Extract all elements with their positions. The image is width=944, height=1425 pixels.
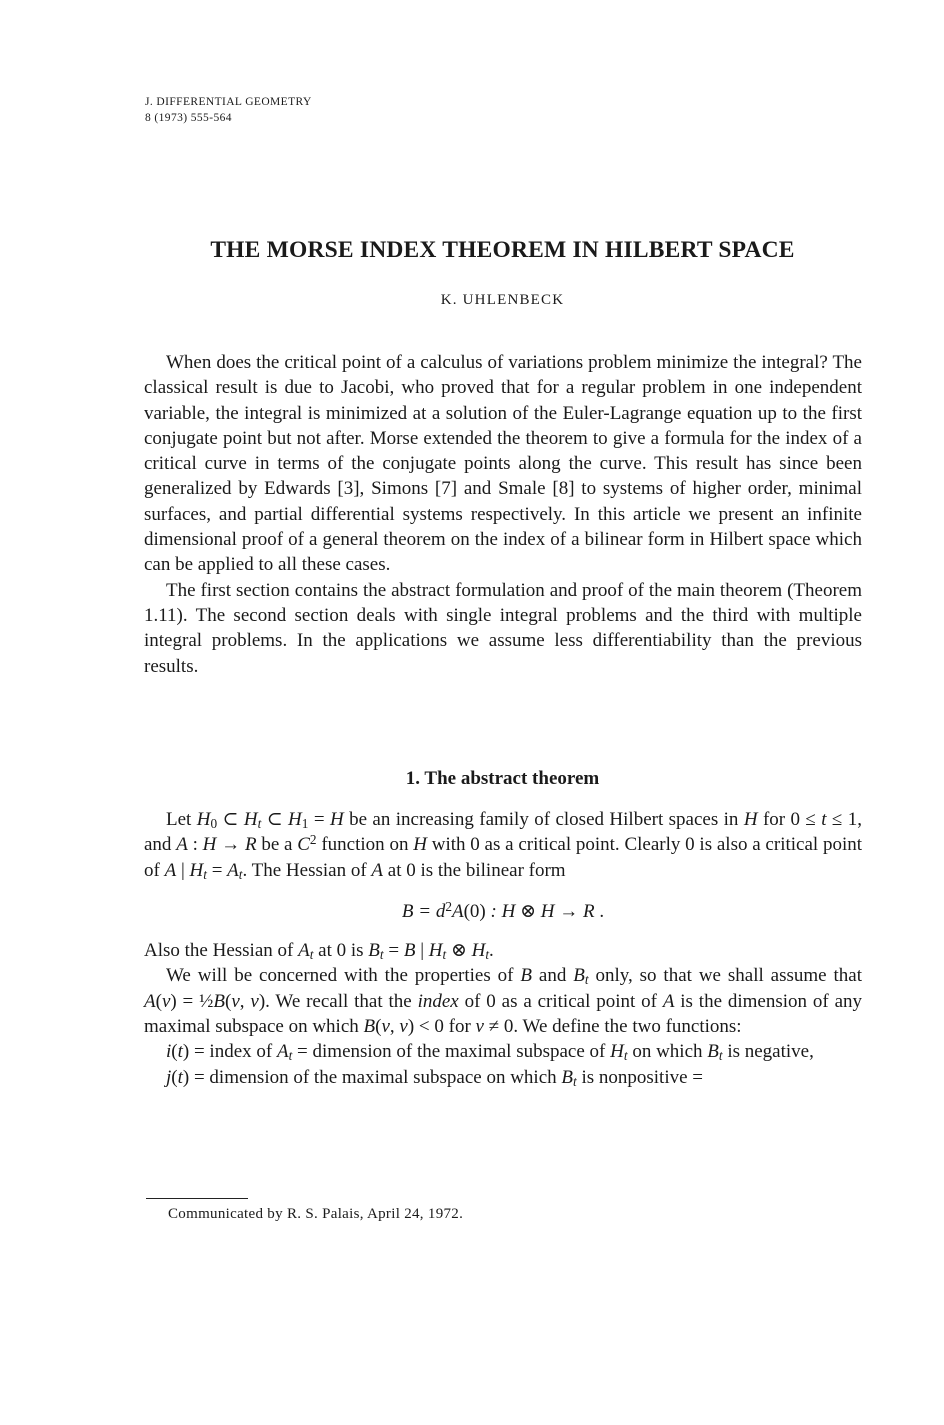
section-paragraph-1: Let $H_0$ ⊂ $H_t$ ⊂ $H_1 = H$ be an increasing family of closed Hilbert spaces in H for 0 ≤ t ≤ 1, and A : H → R be a $C^2$ function on H with 0 as a critical point. Clearly 0 is also a critical point of A | $H_t = A_t$. The Hessian of A at 0 is the bilinear form xyxy=(144,809,863,882)
intro-paragraph-2: The first section contains the abstract formulation and proof of the main theorem (Theorem 1.11). The second section deals with single integral problems and the third with multiple integral problems. In the applications we assume less differentiability than the previous results. xyxy=(144,579,862,677)
footnote: Communicated by R. S. Palais, April 24, 1972. xyxy=(168,1206,464,1222)
section-paragraph-5: j(t) = dimension of the maximal subspace on which $B_t$ is nonpositive = xyxy=(166,1066,704,1089)
journal-header xyxy=(145,94,312,126)
section-heading: 1. The abstract theorem xyxy=(405,768,600,789)
intro-paragraph-1: When does the critical point of a calculus of variations problem minimize the integral? The classical result is due to Jacobi, who proved that for a regular problem in one independent variable, the integral is minimized at a solution of the Euler-Lagrange equation up to the first conjugate point but not after. Morse extended the theorem to give a formula for the index of a critical curve in terms of the conjugate points along the curve. This result has since been generalized by Edwards [3], Simons [7] and Smale [8] to systems of higher order, minimal surfaces, and partial differential systems respectively. In this article we present an infinite dimensional proof of a general theorem on the index of a bilinear form in Hilbert space which can be applied to all these cases. xyxy=(144,352,862,576)
paper-author: K. UHLENBECK xyxy=(440,292,565,308)
journal-volume: 8 (1973) 555-564 xyxy=(145,112,232,124)
paper-title: THE MORSE INDEX THEOREM IN HILBERT SPACE xyxy=(210,237,795,263)
footnote-rule xyxy=(146,1198,248,1199)
section-paragraph-3: We will be concerned with the properties of B and $B_t$ only, so that we shall assume that A(v) = ½B(v, v). We recall that the index of 0 as a critical point of A is the dimension of any maximal subspace on which B(v, v) < 0 for v ≠ 0. We define the two functions: xyxy=(144,965,863,1038)
hessian-equation: $B = d^2A(0)$ : H ⊗ H → R . xyxy=(401,898,605,922)
introduction xyxy=(144,350,862,679)
section-body xyxy=(144,807,862,1090)
journal-name: J. DIFFERENTIAL GEOMETRY xyxy=(145,96,312,108)
section-paragraph-4: i(t) = index of $A_t$ = dimension of the maximal subspace of $H_t$ on which $B_t$ is negative, xyxy=(166,1041,814,1064)
section-paragraph-2: Also the Hessian of $A_t$ at 0 is $B_t = B$ | $H_t$ ⊗ $H_t$. xyxy=(144,940,494,963)
